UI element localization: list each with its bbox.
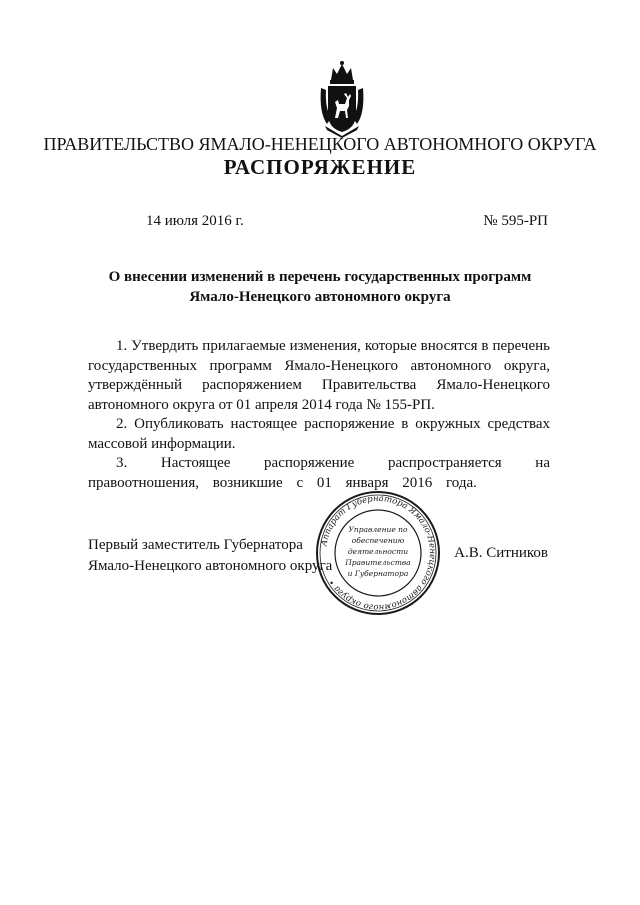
signer-position-line-1: Первый заместитель Губернатора <box>88 537 303 553</box>
yamal-coat-of-arms-icon <box>317 58 367 138</box>
document-type: РАСПОРЯЖЕНИЕ <box>223 155 417 179</box>
signer-position-line-2: Ямало-Ненецкого автономного округа <box>88 558 333 574</box>
svg-text:Правительства: Правительства <box>345 558 411 567</box>
body-item-1: 1. Утвердить прилагаемые изменения, которые вносятся в перечень государственных программ Ямало-Ненецкого автономного округа, утверждённый распоряжением Правительства Ямало-Ненецкого автономного округа от 01 апреля 2014 года № 155-РП. <box>88 338 550 413</box>
document-body <box>88 337 550 493</box>
svg-text:Аппарат Губернатора Ямало-Нене: Аппарат Губернатора Ямало-Ненецкого автономного округа • <box>319 493 438 613</box>
official-seal-stamp <box>313 488 443 618</box>
signer-position <box>88 535 332 577</box>
government-title: ПРАВИТЕЛЬСТВО ЯМАЛО-НЕНЕЦКОГО АВТОНОМНОГО ОКРУГА <box>43 134 597 154</box>
subject-line-2: Ямало-Ненецкого автономного округа <box>189 289 451 305</box>
subject-line-1: О внесении изменений в перечень государственных программ <box>108 269 532 285</box>
body-item-2: 2. Опубликовать настоящее распоряжение в окружных средствах массовой информации. <box>88 416 550 452</box>
svg-text:и Губернатора: и Губернатора <box>347 569 409 578</box>
svg-text:деятельности: деятельности <box>347 547 409 556</box>
document-subject <box>0 267 640 307</box>
svg-text:обеспечению: обеспечению <box>351 536 405 545</box>
document-date: 14 июля 2016 г. <box>146 213 244 229</box>
document-number: № 595-РП <box>483 213 548 229</box>
body-item-3: 3. Настоящее распоряжение распространяется на правоотношения, возникшие с 01 января 2016 года. <box>88 455 550 491</box>
svg-text:Управление по: Управление по <box>348 525 408 534</box>
signer-name: А.В. Ситников <box>454 545 548 561</box>
